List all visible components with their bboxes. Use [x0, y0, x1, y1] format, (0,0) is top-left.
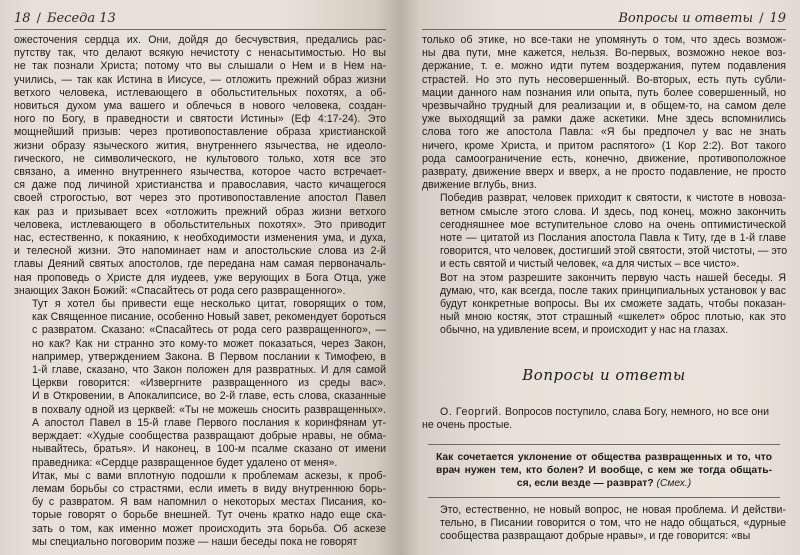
text-line: и телесной жизни. Это напоминает нам и апостольские слова из 2-й: [14, 245, 386, 258]
text-line: Победив разврат, человек приходит к святости, к чистоте в новоза-: [440, 192, 786, 205]
text-line: праведника: «Сердце развращенное будет удалено от меня».: [32, 456, 338, 469]
text-line: думаю, что, как всегда, после таких принципиальных установок у вас: [440, 284, 786, 297]
text-line: например, утверждением Закона. В Первом послании к Тимофею, в: [32, 350, 386, 363]
text-line: как раз и призывает всех «отложить прежний образ жизни ветхого: [14, 205, 386, 218]
text-line: торые говорят о борьбе внешней. Тут очень кратко надо еще ска-: [32, 509, 386, 522]
text-line: ся даже под личиной христианства и православия, часто кичащегося: [14, 179, 386, 192]
paragraph: [422, 504, 786, 544]
text-line: сегодняшнее мое вступительное слово на очень оптимистической: [440, 218, 786, 231]
text-line: мы специально поговорим позже — наши беседы пока не говорят: [32, 535, 358, 548]
text-line: новиться духом ума вашего и облечься в нового человека, создан-: [14, 100, 386, 113]
text-line: ный мною костяк, этот страшный «шкелет» оброс плотью, как это: [440, 311, 786, 324]
right-running-header: [422, 10, 786, 30]
text-line: своей строгостью, вот через это противопоставление апостол Павел: [14, 192, 386, 205]
text-line: знающих Закон Божий: «Спасайтесь от рода сего развращенного».: [14, 284, 346, 297]
text-line: обычно, на удивление всем, и происходит у нас на глазах.: [440, 324, 729, 337]
text-line: мации данного нам познания или опыта, путь более совершенный, но: [422, 86, 786, 99]
text-line: но как? Как ни странно это кому-то может показаться, через Закон,: [32, 337, 386, 350]
text-line: разврату, движение вверх и вверх, а не просто подавление, не просто: [422, 166, 786, 179]
text-line: И в Откровении, в Апокалипсисе, во 2-й главе, есть слова, сказанные: [32, 390, 386, 403]
text-line: не так познали Христа; потому что вы слышали о Нем и в Нем на-: [14, 60, 386, 73]
text-line: чрезвычайно трудный для реализации и, в общем-то, на самом деле: [422, 100, 786, 113]
text-line: 1-й главе, сказано, что Закон положен для развратных. И для самой: [32, 364, 386, 377]
header-separator: /: [759, 10, 764, 26]
text-line: ноте — цитатой из Послания апостола Павла к Титу, где в 1-й главе: [440, 232, 786, 245]
text-line: путству так, что делают всякую нечистоту с ненасытимостью. Но вы: [14, 47, 386, 60]
closing-paragraph: [422, 504, 786, 544]
right-page: [400, 0, 800, 555]
text-line: нывайтесь, братья». И наконец, в 100-м псалме сказано от имени: [32, 443, 386, 456]
text-line: ветхого человека, истлевающего в обольстительных похотях, а об-: [14, 86, 386, 99]
text-line: бу с развратом. Я вам напомнил о некоторых местах Писания, ко-: [32, 496, 386, 509]
text-line: А апостол Павел в 15-й главе Первого послания к коринфянам ут-: [32, 416, 386, 429]
intro-line: Вопросов поступило, слава Богу, немного, но все они: [502, 405, 770, 418]
question-line: врач нужен тем, кто болен? И вообще, с кем же тогда общать-: [436, 465, 772, 477]
text-line: человека, истлевающего в обольстительных похотях». Это приводит: [14, 218, 386, 231]
speaker-name: О. Георгий.: [440, 405, 503, 418]
text-line: в похвалу одной из церквей: «Ты не можешь сносить развращенных».: [32, 403, 386, 416]
text-line: учились, — так как Истина в Иисусе, — отложить прежний образ жизни: [14, 73, 386, 86]
text-line: и есть святой и чистый человек, «а для чистых – все чисто».: [440, 258, 740, 271]
page-number: 18: [14, 10, 31, 26]
text-line: движение вглубь, вниз.: [422, 179, 537, 192]
paragraph: [14, 470, 386, 549]
text-line: лемам борьбы со страстями, если иметь в виду внутреннюю борь-: [32, 482, 386, 495]
text-line: говорится, что человек, достигший этой святости, этой чистоты, — это: [440, 245, 788, 258]
text-line: держание, т. е. можно идти путем воздержания, путем подавления: [422, 60, 786, 73]
audience-reaction: (Смех.): [656, 478, 692, 490]
question-box: [428, 444, 780, 498]
text-line: ничего, кроме Христа, и притом распятого» (1 Кор 2:2). Вот такого: [422, 139, 786, 152]
text-line: Это, естественно, не новый вопрос, не новая проблема. И действи-: [440, 503, 786, 516]
question-line: Как сочетается уклонение от общества развращенных и то, что: [436, 452, 772, 464]
running-title: Беседа 13: [46, 10, 116, 26]
text-line: ожесточения сердца их. Они, дойдя до бесчувствия, предались рас-: [14, 34, 386, 46]
text-line: гического, не символического, не культового только, хотя все это: [14, 152, 386, 165]
text-line: ветном смысле этого слова. И здесь, под конец, можно закончить: [440, 205, 786, 218]
left-running-header: [14, 10, 386, 30]
text-line: тельно, в Писании говорится о том, что не надо общаться, «дурные: [440, 516, 786, 529]
text-line: ная проповедь о Христе для иудеев, уже верующих в Бога Отца, уже: [14, 271, 386, 284]
text-line: Итак, мы с вами вплотную подошли к проблемам аскезы, к проб-: [32, 469, 386, 482]
left-page-body: [14, 34, 386, 549]
answer-intro: [422, 406, 786, 432]
text-line: уже выходящий за рамки даже аскетики. Мне здесь вспомнились: [422, 113, 786, 126]
question-line: [436, 477, 772, 490]
right-page-body: [422, 34, 786, 338]
text-line: будут конкретные вопросы. Вы их сможете задать, чтобы показан-: [440, 298, 786, 311]
text-line: страстей. Но это путь несовершенный. Во-вторых, есть путь субли-: [422, 73, 786, 86]
text-line: зать о том, как именно может происходить эта борьба. Об аскезе: [32, 522, 386, 535]
text-line: жизни образу языческого жития, внутреннего язычества, не идеоло-: [14, 139, 386, 152]
text-line: Вот на этом разрешите закончить первую часть нашей беседы. Я: [440, 271, 786, 284]
text-line: верждает: «Худые сообщества развращают добрые нравы, не обма-: [32, 430, 386, 443]
text-line: с развратом. Сказано: «Спасайтесь от рода сего развращенного», —: [32, 324, 386, 337]
paragraph: [14, 298, 386, 470]
text-line: нас, естественно, к покаянию, к необходимости изменения ума, и духа,: [14, 232, 386, 245]
text-line: слова того же апостола Павла: «Я бы предпочел у вас не знать: [422, 126, 786, 139]
intro-line: не очень простые.: [422, 418, 513, 431]
text-line: связано, а именно внутреннего язычества, которое часто встречает-: [14, 166, 386, 179]
text-line: ного по Богу, в праведности и святости Истины» (Еф 4:17-24). Это: [14, 113, 386, 126]
paragraph: [422, 272, 786, 338]
text-line: сообщества развращают добрые нравы», и где говорится: «вы: [440, 530, 751, 543]
text-line: только об этике, но все-таки не упомянуть о том, что здесь возмож-: [422, 34, 786, 46]
page-number: 19: [769, 10, 786, 26]
paragraph: [14, 34, 386, 298]
question-text: ся, если везде — разврат?: [516, 478, 654, 490]
text-line: ны два пути, мне кажется, нельзя. Во-первых, возможно некое воз-: [422, 47, 786, 60]
text-line: Церкви говорится: «Извергните развращенного из среды вас».: [32, 377, 386, 390]
header-separator: /: [36, 10, 41, 26]
paragraph: [422, 34, 786, 192]
section-title: Вопросы и ответы: [522, 365, 686, 384]
text-line: рода самоограничение есть, конечно, движение, противоположное: [422, 152, 786, 165]
paragraph: [422, 192, 786, 271]
text-line: как Священное писание, особенно Новый завет, рекомендует бороться: [32, 311, 386, 324]
text-line: Тут я хотел бы привести еще несколько цитат, говорящих о том,: [32, 298, 386, 311]
running-title: Вопросы и ответы: [618, 10, 754, 26]
text-line: мощнейший призыв: через противопоставление образа христианской: [14, 126, 386, 139]
text-line: главы Деяний святых апостолов, где передана нам самая первоначаль-: [14, 258, 386, 271]
